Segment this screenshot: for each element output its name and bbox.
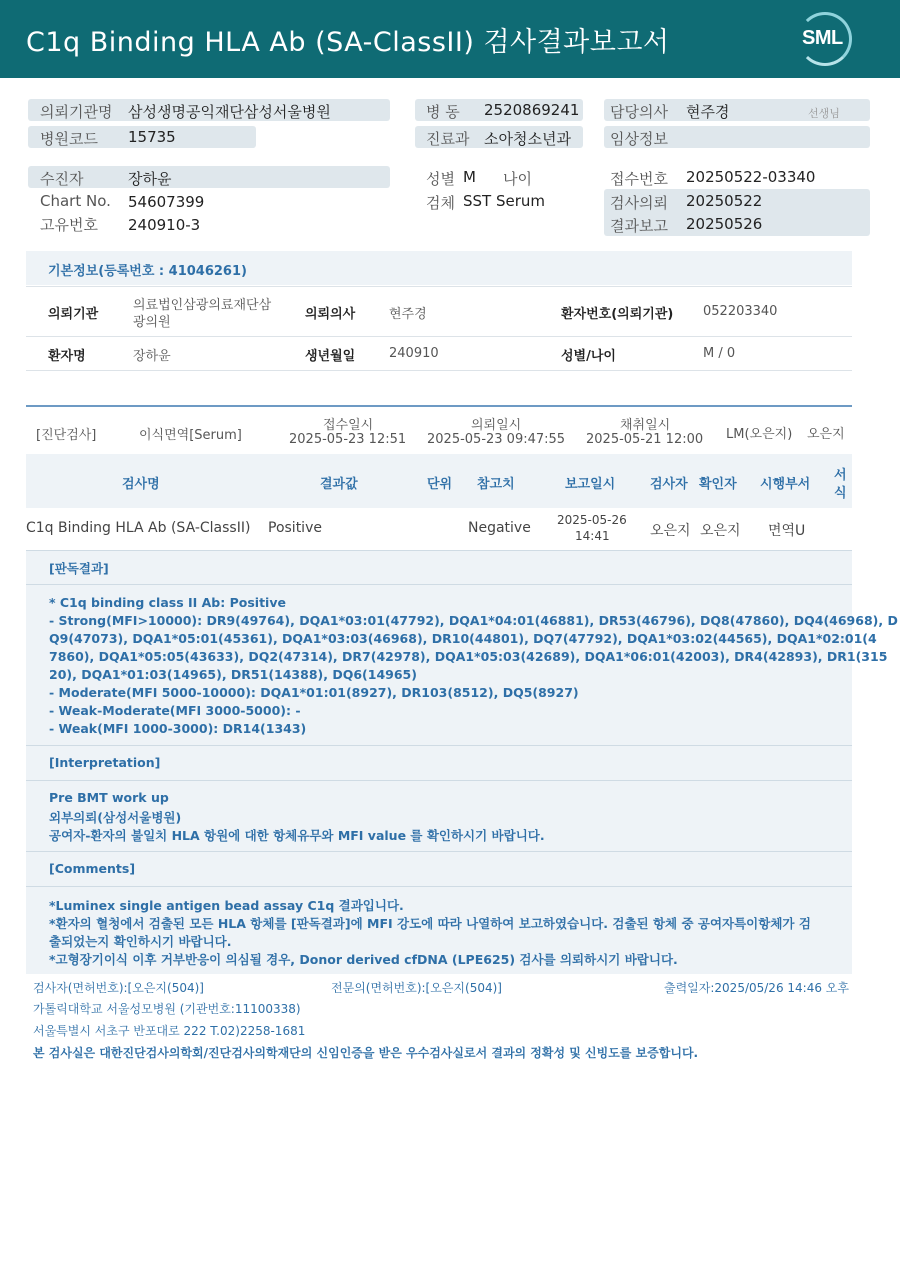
chart-value: 54607399 (128, 193, 205, 211)
patient-label: 수진자 (40, 170, 84, 188)
col-header-ref: 참고치 (477, 477, 515, 492)
row-report-date: 2025-05-26 (557, 513, 627, 527)
footer-specialist: 전문의(면허번호):[오은지(504)] (331, 981, 502, 995)
clinical-label: 임상정보 (610, 130, 668, 148)
col-header-report: 보고일시 (565, 477, 616, 492)
basic-dob-label: 생년월일 (305, 349, 356, 364)
basic-patient-no-label: 환자번호(의뢰기관) (561, 307, 674, 322)
footer-tester: 검사자(면허번호):[오은지(504)] (33, 981, 204, 995)
col-header-dept: 시행부서 (760, 477, 811, 492)
lm-label: LM(오은지) (726, 427, 793, 442)
basic-info-title: 기본정보(등록번호 : 41046261) (48, 264, 247, 279)
findings-line: 7860), DQA1*05:05(43633), DQ2(47314), DR7(42978), DQA1*05:03(42689), DQA1*06:01(42003), DR4(42893), DR1(315 (49, 649, 888, 664)
findings-line: 20), DQA1*01:03(14965), DR51(14388), DQ6(14965) (49, 667, 417, 682)
interpretation-line: 공여자-환자의 불일치 HLA 항원에 대한 항체유무와 MFI value 를 확인하시기 바랍니다. (49, 828, 545, 843)
hospital-code-label: 병원코드 (40, 130, 98, 148)
basic-institution-value-2: 광의원 (133, 315, 171, 330)
row-tester: 오은지 (650, 523, 691, 539)
receipt-time-label: 접수일시 (323, 418, 374, 433)
basic-dob-value: 240910 (389, 346, 439, 361)
dept-value: 소아청소년과 (484, 130, 571, 148)
logo-text: SML (802, 27, 843, 49)
footer-hospital: 가톨릭대학교 서울성모병원 (기관번호:11100338) (33, 1002, 301, 1016)
basic-institution-value-1: 의료법인삼광의료재단삼 (133, 298, 272, 313)
receipt-time-value: 2025-05-23 12:51 (289, 432, 407, 447)
findings-line: - Weak-Moderate(MFI 3000-5000): - (49, 703, 301, 718)
basic-doctor-value: 현주경 (389, 307, 427, 322)
basic-patient-name-value: 장하윤 (133, 349, 171, 364)
requested-label: 검사의뢰 (610, 194, 668, 212)
report-title: C1q Binding HLA Ab (SA-ClassII) 검사결과보고서 (26, 27, 670, 58)
footer-address: 서울특별시 서초구 반포대로 222 T.02)2258-1681 (33, 1024, 306, 1038)
exam-top-rule (26, 405, 852, 407)
specimen-value: SST Serum (463, 192, 546, 210)
report-header (0, 0, 900, 78)
divider (26, 886, 852, 887)
findings-line: - Strong(MFI>10000): DR9(49764), DQA1*03:01(47792), DQA1*04:01(46881), DR53(46796), DQ8(47860), DQ4(46968), D (49, 613, 898, 628)
comments-line: *고형장기이식 이후 거부반응이 의심될 경우, Donor derived cfDNA (LPE625) 검사를 의뢰하시기 바랍니다. (49, 952, 678, 967)
specimen-label: 검체 (426, 194, 455, 212)
dept-label: 진료과 (426, 130, 470, 148)
institution-value: 삼성생명공익재단삼성서울병원 (128, 103, 331, 121)
request-time-label: 의뢰일시 (471, 418, 522, 433)
doctor-suffix: 선생님 (808, 107, 840, 120)
col-header-tester: 검사자 (650, 477, 688, 492)
col-header-confirmer: 확인자 (699, 477, 737, 492)
comments-title: [Comments] (49, 861, 136, 876)
basic-sexage-label: 성별/나이 (561, 349, 616, 364)
basic-patient-no-value: 052203340 (703, 304, 778, 319)
comments-line: 출되었는지 확인하시기 바랍니다. (49, 934, 232, 949)
col-header-format-1: 서 (834, 468, 847, 483)
exam-category: [진단검사] (36, 428, 97, 443)
receipt-no-value: 20250522-03340 (686, 168, 816, 186)
divider (26, 851, 852, 852)
hospital-code-value: 15735 (128, 128, 176, 146)
row-dept: 면역U (768, 523, 806, 539)
findings-title: [판독결과] (49, 561, 109, 576)
unique-value: 240910-3 (128, 216, 201, 234)
col-header-unit: 단위 (427, 477, 453, 492)
divider (26, 370, 852, 371)
ward-value: 2520869241 (484, 101, 580, 119)
interpretation-line: Pre BMT work up (49, 790, 169, 805)
basic-institution-label: 의뢰기관 (48, 307, 99, 322)
age-label: 나이 (503, 170, 532, 188)
basic-sexage-value: M / 0 (703, 346, 736, 361)
sml-logo (798, 12, 852, 66)
interpretation-line: 외부의뢰(삼성서울병원) (49, 810, 182, 825)
divider (26, 780, 852, 781)
request-time-value: 2025-05-23 09:47:55 (427, 432, 566, 447)
row-confirmer: 오은지 (700, 523, 741, 539)
basic-patient-name-label: 환자명 (48, 349, 86, 364)
collect-time-value: 2025-05-21 12:00 (586, 432, 704, 447)
reported-label: 결과보고 (610, 217, 668, 235)
row-test-name: C1q Binding HLA Ab (SA-ClassII) (26, 520, 251, 536)
sex-value: M (463, 168, 476, 186)
patient-value: 장하윤 (128, 170, 172, 188)
findings-line: * C1q binding class II Ab: Positive (49, 595, 286, 610)
findings-line: - Weak(MFI 1000-3000): DR14(1343) (49, 721, 307, 736)
findings-line: Q9(47073), DQA1*05:01(45361), DQA1*03:03(46968), DR10(44801), DQ7(47792), DQA1*03:02(44565), DQA1*02:01(4 (49, 631, 877, 646)
row-result: Positive (268, 520, 322, 536)
divider (26, 336, 852, 337)
footer-printed: 출력일자:2025/05/26 14:46 오후 (664, 981, 849, 995)
row-ref: Negative (468, 520, 531, 536)
comments-line: *환자의 혈청에서 검출된 모든 HLA 항체를 [판독결과]에 MFI 강도에 따라 나열하여 보고하였습니다. 검출된 항체 중 공여자특이항체가 검 (49, 916, 811, 931)
sex-label: 성별 (426, 170, 455, 188)
interpretation-title: [Interpretation] (49, 755, 161, 770)
comments-line: *Luminex single antigen bead assay C1q 결과입니다. (49, 898, 404, 913)
col-header-result: 결과값 (320, 477, 358, 492)
lm-name: 오은지 (807, 427, 845, 442)
chart-label: Chart No. (40, 192, 111, 210)
doctor-value: 현주경 (686, 103, 730, 121)
exam-type: 이식면역[Serum] (139, 428, 242, 443)
findings-line: - Moderate(MFI 5000-10000): DQA1*01:01(8927), DR103(8512), DQ5(8927) (49, 685, 579, 700)
divider (26, 584, 852, 585)
footer-certification: 본 검사실은 대한진단검사의학회/진단검사의학재단의 신임인증을 받은 우수검사실로서 결과의 정확성 및 신빙도를 보증합니다. (33, 1046, 699, 1060)
basic-doctor-label: 의뢰의사 (305, 307, 356, 322)
requested-value: 20250522 (686, 192, 763, 210)
results-table-header (26, 454, 852, 508)
collect-time-label: 채취일시 (620, 418, 671, 433)
col-header-name: 검사명 (122, 477, 160, 492)
divider (26, 550, 852, 551)
ward-label: 병 동 (426, 103, 460, 121)
doctor-label: 담당의사 (610, 103, 668, 121)
divider (26, 286, 852, 287)
divider (26, 745, 852, 746)
receipt-no-label: 접수번호 (610, 170, 668, 188)
reported-value: 20250526 (686, 215, 763, 233)
row-report-time: 14:41 (575, 529, 610, 543)
unique-label: 고유번호 (40, 216, 98, 234)
col-header-format-2: 식 (834, 486, 847, 501)
institution-label: 의뢰기관명 (40, 103, 113, 121)
basic-info-title-bar (26, 251, 852, 285)
